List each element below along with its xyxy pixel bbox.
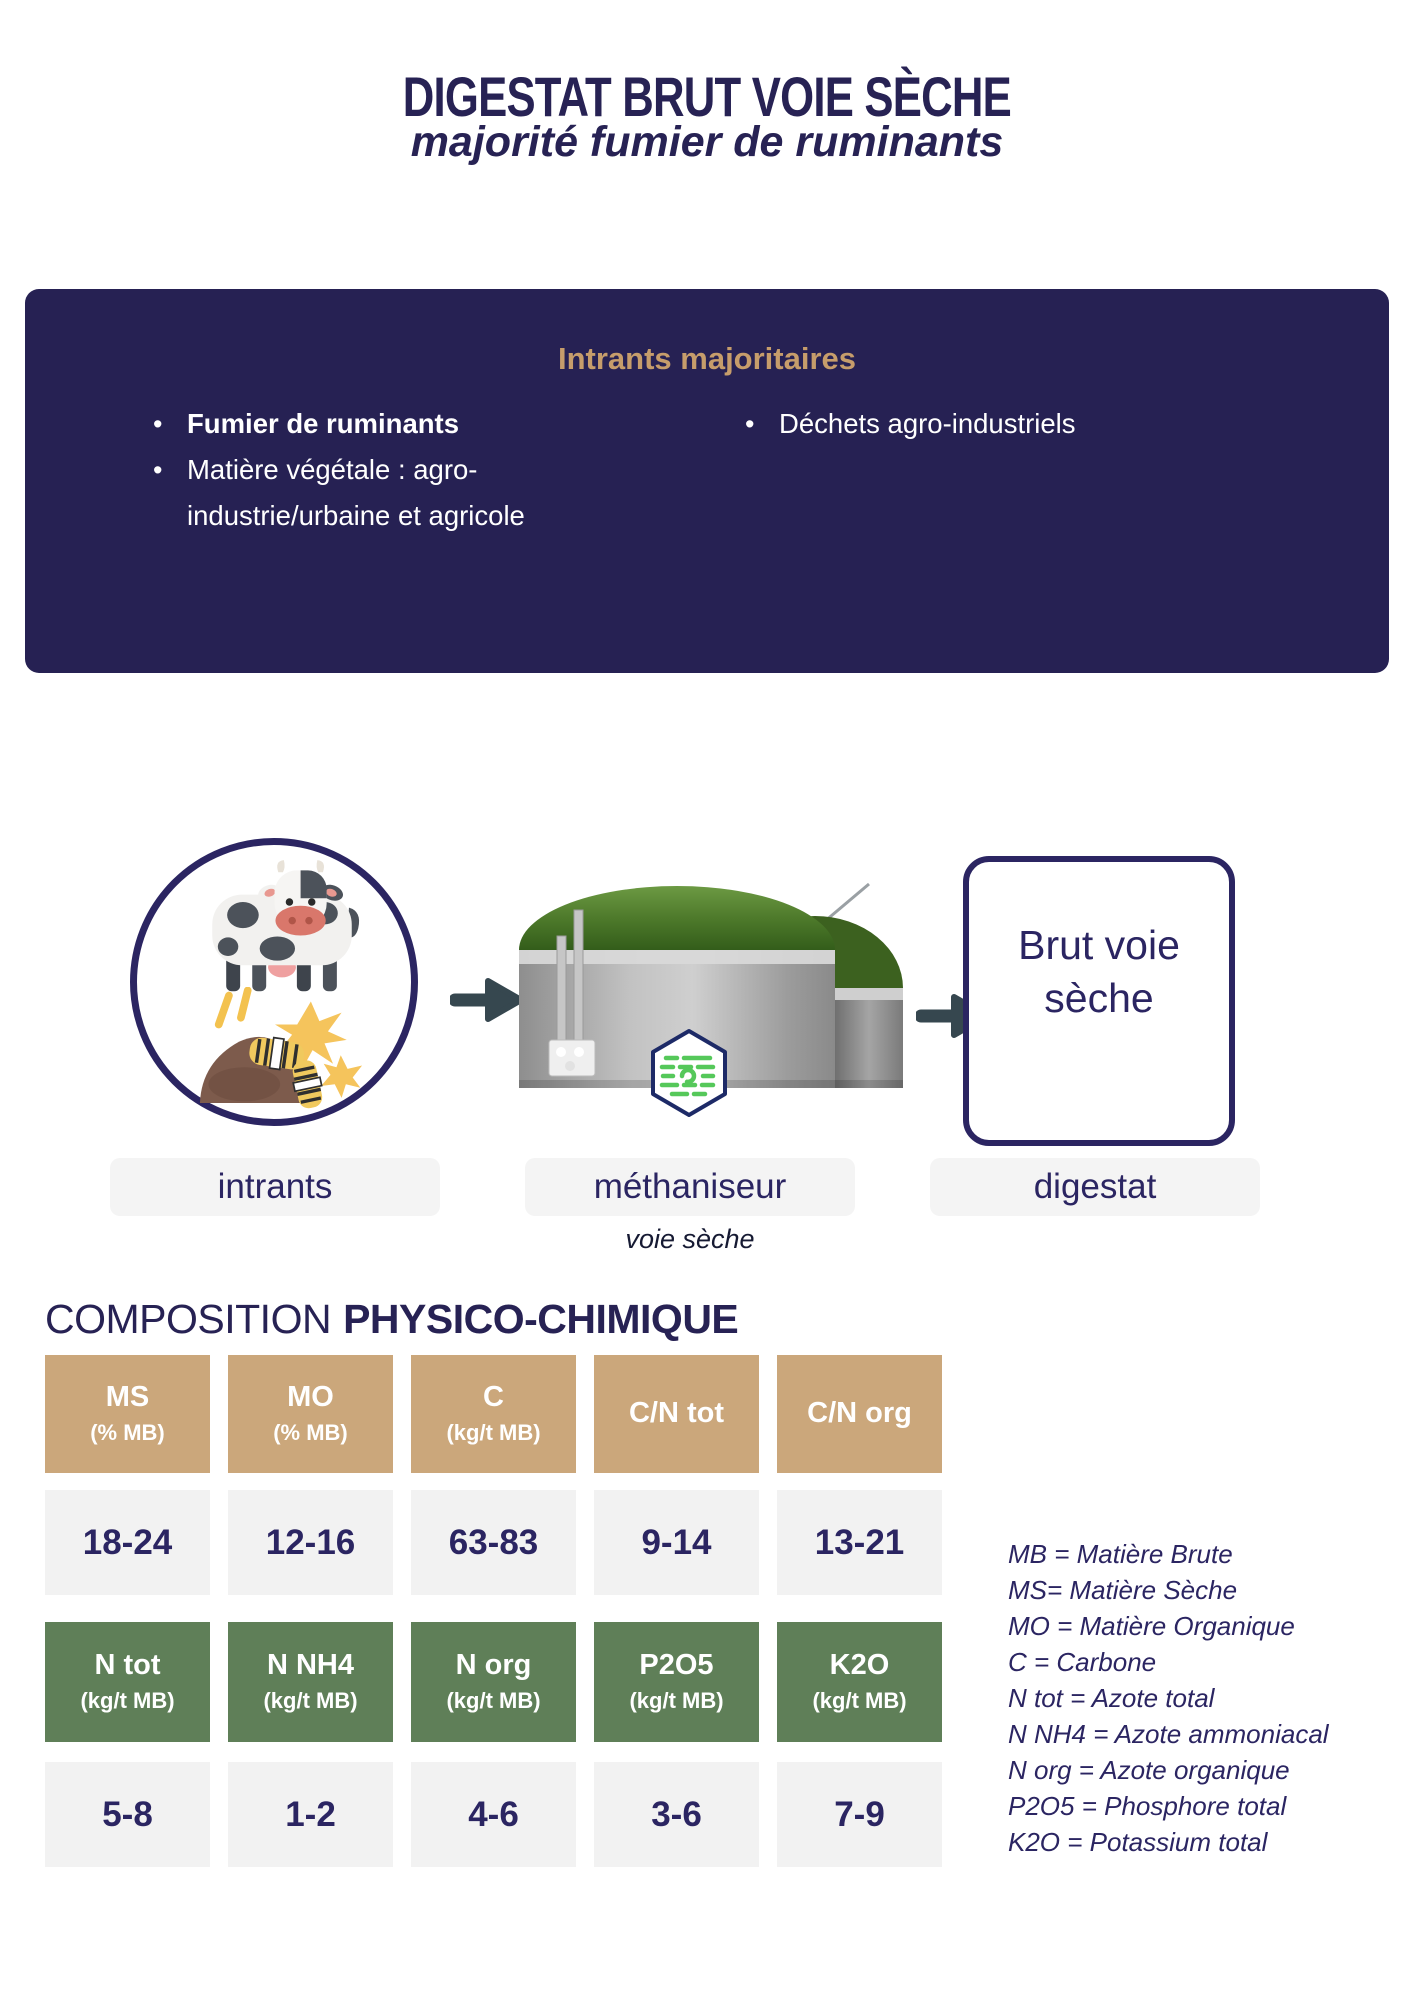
header-unit: (kg/t MB) xyxy=(263,1688,358,1714)
list-item-label: Matière végétale : agro-industrie/urbaine et agricole xyxy=(187,454,525,531)
header-cell-c xyxy=(411,1355,576,1473)
legend-line: N tot = Azote total xyxy=(1008,1683,1215,1713)
header-cell-p2o5 xyxy=(594,1622,759,1742)
step-label-methaniseur: méthaniseur xyxy=(525,1158,855,1216)
list-item-label: Déchets agro-industriels xyxy=(779,408,1076,439)
legend-line: N org = Azote organique xyxy=(1008,1755,1290,1785)
composition-heading-regular: COMPOSITION xyxy=(45,1296,332,1342)
intrants-circle xyxy=(130,838,418,1126)
header-name: P2O5 xyxy=(639,1648,714,1681)
intrants-list-right xyxy=(745,401,1076,539)
digestat-output-box xyxy=(963,856,1235,1146)
header-cell-n-tot xyxy=(45,1622,210,1742)
manure-hay-icon xyxy=(179,987,383,1115)
header-name: C/N tot xyxy=(628,1397,725,1430)
header-cell-mo xyxy=(228,1355,393,1473)
step-label-intrants: intrants xyxy=(110,1158,440,1216)
header-cell-n-nh4 xyxy=(228,1622,393,1742)
page-title-text: DIGESTAT BRUT VOIE SÈCHE xyxy=(402,65,1012,128)
value-cell: 5-8 xyxy=(45,1762,210,1867)
composition-heading-bold: PHYSICO-CHIMIQUE xyxy=(343,1296,739,1342)
bullet-icon: • xyxy=(153,409,163,439)
header-name: K2O xyxy=(829,1648,890,1681)
legend-line: MS= Matière Sèche xyxy=(1008,1575,1238,1605)
value-cell: 18-24 xyxy=(45,1490,210,1595)
header-cell-n-org xyxy=(411,1622,576,1742)
table-header-row-2 xyxy=(45,1622,942,1742)
abbreviation-legend xyxy=(1008,1536,1329,1860)
composition-heading xyxy=(45,1296,738,1343)
value-cell: 12-16 xyxy=(228,1490,393,1595)
value-cell: 1-2 xyxy=(228,1762,393,1867)
list-item xyxy=(153,401,653,447)
dry-matter-hexagon-icon xyxy=(650,1028,728,1118)
page-subtitle: majorité fumier de ruminants xyxy=(410,118,1004,166)
header-unit: (kg/t MB) xyxy=(812,1688,907,1714)
step-label-digestat: digestat xyxy=(930,1158,1260,1216)
value-cell: 4-6 xyxy=(411,1762,576,1867)
table-value-row-2 xyxy=(45,1762,942,1867)
header-unit: (kg/t MB) xyxy=(80,1688,175,1714)
header-unit: (kg/t MB) xyxy=(629,1688,724,1714)
value-cell: 7-9 xyxy=(777,1762,942,1867)
header-cell-cn-org xyxy=(777,1355,942,1473)
header-name: MS xyxy=(105,1380,150,1413)
list-item xyxy=(153,447,653,539)
header-unit: (% MB) xyxy=(273,1420,348,1446)
header-name: MO xyxy=(287,1380,334,1413)
legend-line: MO = Matière Organique xyxy=(1008,1611,1295,1641)
intrants-heading: Intrants majoritaires xyxy=(557,341,857,376)
value-cell: 63-83 xyxy=(411,1490,576,1595)
header-name: N org xyxy=(455,1648,532,1681)
legend-line: MB = Matière Brute xyxy=(1008,1539,1233,1569)
header-name: N NH4 xyxy=(266,1648,354,1681)
cow-icon xyxy=(189,859,375,999)
table-value-row-1 xyxy=(45,1490,942,1595)
value-cell: 3-6 xyxy=(594,1762,759,1867)
header-cell-k2o xyxy=(777,1622,942,1742)
legend-line: K2O = Potassium total xyxy=(1008,1827,1268,1857)
header-unit: (kg/t MB) xyxy=(446,1688,541,1714)
header-name: C xyxy=(483,1380,504,1413)
header-cell-cn-tot xyxy=(594,1355,759,1473)
header-name: N tot xyxy=(94,1648,161,1681)
header-unit: (% MB) xyxy=(90,1420,165,1446)
bullet-icon: • xyxy=(153,455,163,485)
value-cell: 9-14 xyxy=(594,1490,759,1595)
header-name: C/N org xyxy=(807,1397,912,1430)
legend-line: C = Carbone xyxy=(1008,1647,1157,1677)
table-header-row-1 xyxy=(45,1355,942,1473)
intrants-bullet-lists xyxy=(153,401,1349,539)
list-item xyxy=(745,401,1076,447)
bullet-icon: • xyxy=(745,409,755,439)
header-cell-ms xyxy=(45,1355,210,1473)
value-cell: 13-21 xyxy=(777,1490,942,1595)
legend-line: N NH4 = Azote ammoniacal xyxy=(1008,1719,1329,1749)
legend-line: P2O5 = Phosphore total xyxy=(1008,1791,1287,1821)
digestat-output-label: Brut voie sèche xyxy=(1018,921,1180,1021)
intrants-list-left xyxy=(153,401,653,539)
intrants-panel xyxy=(25,289,1389,673)
list-item-label: Fumier de ruminants xyxy=(187,408,459,439)
methaniseur-note: voie sèche xyxy=(625,1224,755,1254)
header-unit: (kg/t MB) xyxy=(446,1420,541,1446)
